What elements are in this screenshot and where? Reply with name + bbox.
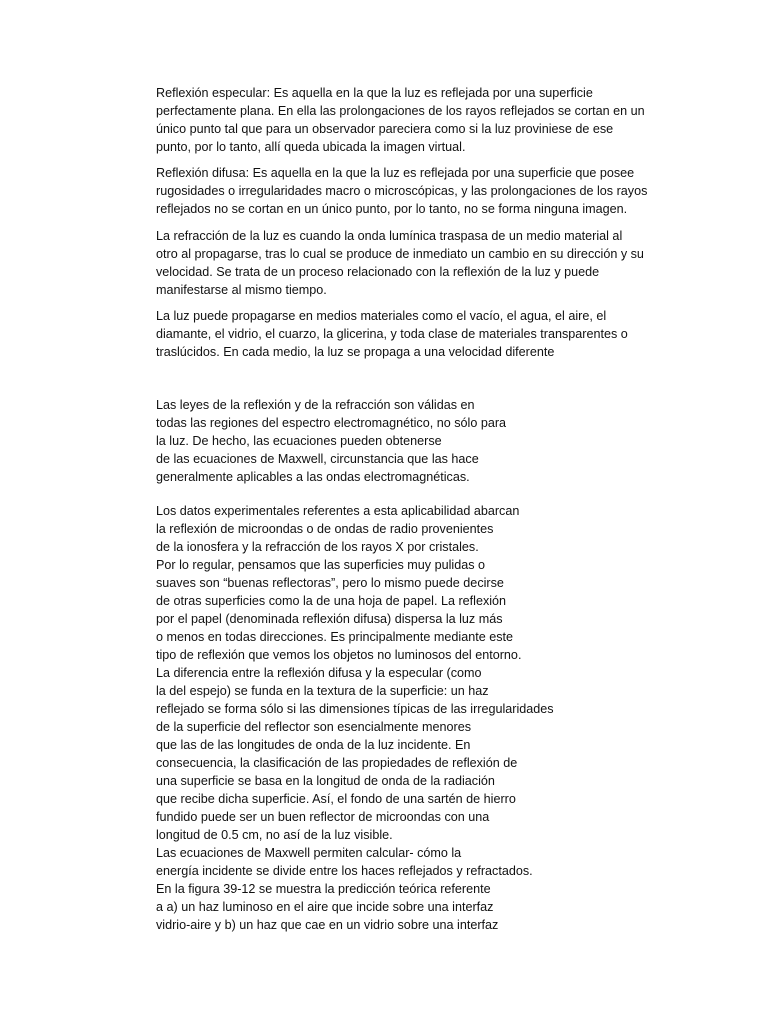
paragraph-laws: [156, 396, 506, 486]
text-line: vidrio-aire y b) un haz que cae en un vidrio sobre una interfaz: [156, 918, 499, 932]
text-line: o menos en todas direcciones. Es principalmente mediante este: [156, 630, 514, 644]
paragraph-propagation: [156, 307, 628, 361]
text-line: diamante, el vidrio, el cuarzo, la glicerina, y toda clase de materiales transparentes o: [156, 327, 628, 341]
text-line: manifestarse al mismo tiempo.: [156, 283, 327, 297]
text-line: tipo de reflexión que vemos los objetos no luminosos del entorno.: [156, 648, 522, 662]
text-line: Reflexión especular: Es aquella en la que la luz es reflejada por una superficie: [156, 86, 593, 100]
text-line: perfectamente plana. En ella las prolongaciones de los rayos reflejados se cortan en un: [156, 104, 645, 118]
text-line: de la ionosfera y la refracción de los rayos X por cristales.: [156, 540, 479, 554]
text-line: velocidad. Se trata de un proceso relacionado con la reflexión de la luz y puede: [156, 265, 600, 279]
paragraph-refraction: [156, 227, 644, 299]
text-line: energía incidente se divide entre los haces reflejados y refractados.: [156, 864, 533, 878]
text-line: por el papel (denominada reflexión difusa) dispersa la luz más: [156, 612, 503, 626]
text-line: La refracción de la luz es cuando la onda lumínica traspasa de un medio material al: [156, 229, 623, 243]
text-line: punto, por lo tanto, allí queda ubicada la imagen virtual.: [156, 140, 466, 154]
text-line: Reflexión difusa: Es aquella en la que la luz es reflejada por una superficie que posee: [156, 166, 635, 180]
text-line: a a) un haz luminoso en el aire que incide sobre una interfaz: [156, 900, 494, 914]
text-line: reflejado se forma sólo si las dimensiones típicas de las irregularidades: [156, 702, 554, 716]
text-line: fundido puede ser un buen reflector de microondas con una: [156, 810, 490, 824]
paragraph-diffuse-reflection: [156, 164, 647, 218]
text-line: traslúcidos. En cada medio, la luz se propaga a una velocidad diferente: [156, 345, 555, 359]
paragraph-experimental-data: [156, 502, 554, 934]
text-line: una superficie se basa en la longitud de onda de la radiación: [156, 774, 495, 788]
text-line: la luz. De hecho, las ecuaciones pueden obtenerse: [156, 434, 442, 448]
text-line: Las leyes de la reflexión y de la refracción son válidas en: [156, 398, 475, 412]
text-line: todas las regiones del espectro electromagnético, no sólo para: [156, 416, 507, 430]
text-line: generalmente aplicables a las ondas electromagnéticas.: [156, 470, 470, 484]
text-line: La diferencia entre la reflexión difusa y la especular (como: [156, 666, 482, 680]
text-line: suaves son “buenas reflectoras”, pero lo mismo puede decirse: [156, 576, 504, 590]
text-line: En la figura 39-12 se muestra la predicción teórica referente: [156, 882, 491, 896]
text-line: reflejados no se cortan en un único punto, por lo tanto, no se forma ninguna imagen.: [156, 202, 628, 216]
text-line: que recibe dicha superficie. Así, el fondo de una sartén de hierro: [156, 792, 516, 806]
text-line: único punto tal que para un observador pareciera como si la luz proviniese de ese: [156, 122, 614, 136]
text-line: que las de las longitudes de onda de la luz incidente. En: [156, 738, 471, 752]
text-line: de las ecuaciones de Maxwell, circunstancia que las hace: [156, 452, 479, 466]
text-line: Los datos experimentales referentes a esta aplicabilidad abarcan: [156, 504, 520, 518]
text-line: de la superficie del reflector son esencialmente menores: [156, 720, 472, 734]
paragraph-specular-reflection: [156, 84, 645, 156]
text-line: de otras superficies como la de una hoja de papel. La reflexión: [156, 594, 507, 608]
text-line: La luz puede propagarse en medios materiales como el vacío, el agua, el aire, el: [156, 309, 607, 323]
text-line: consecuencia, la clasificación de las propiedades de reflexión de: [156, 756, 518, 770]
text-line: la del espejo) se funda en la textura de la superficie: un haz: [156, 684, 489, 698]
text-line: Las ecuaciones de Maxwell permiten calcular- cómo la: [156, 846, 462, 860]
text-line: rugosidades o irregularidades macro o microscópicas, y las prolongaciones de los rayos: [156, 184, 648, 198]
text-line: otro al propagarse, tras lo cual se produce de inmediato un cambio en su dirección y su: [156, 247, 644, 261]
text-line: la reflexión de microondas o de ondas de radio provenientes: [156, 522, 494, 536]
text-line: longitud de 0.5 cm, no así de la luz visible.: [156, 828, 393, 842]
text-line: Por lo regular, pensamos que las superficies muy pulidas o: [156, 558, 486, 572]
